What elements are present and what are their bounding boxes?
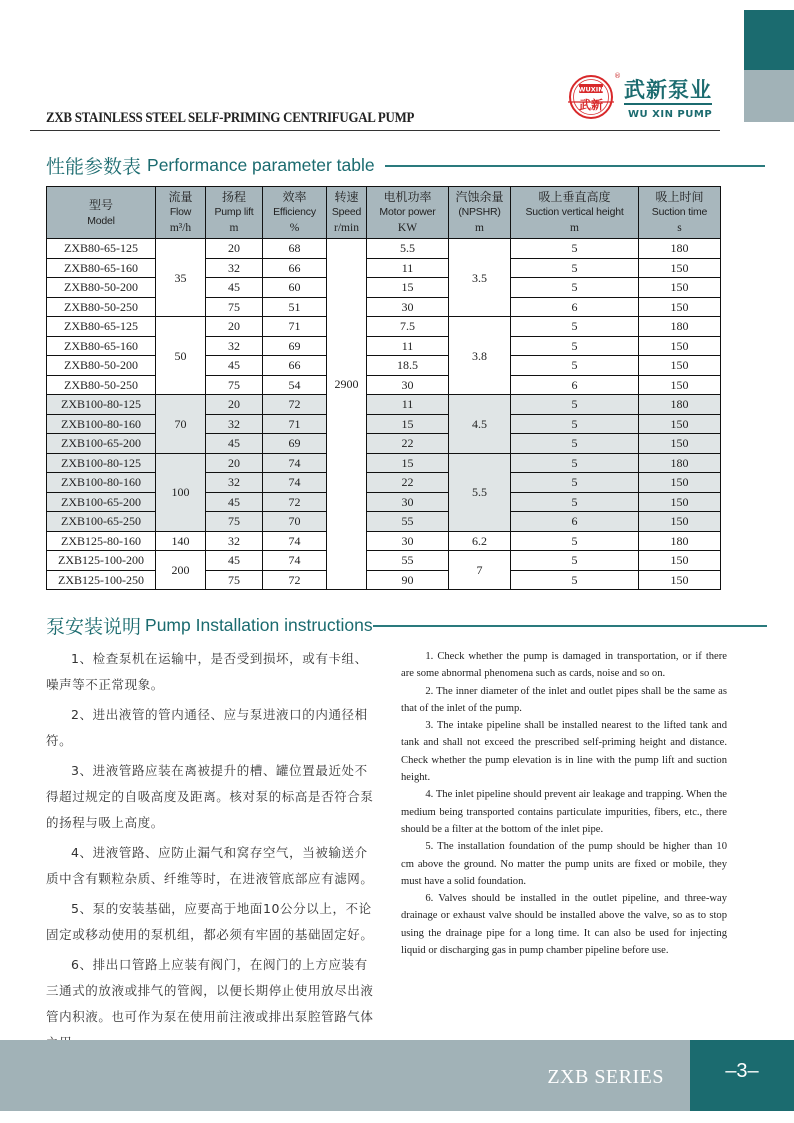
cell-suction-height: 5 [511, 492, 639, 512]
cell-motor-power: 15 [367, 414, 449, 434]
cell-npshr: 3.8 [449, 317, 511, 395]
cell-motor-power: 15 [367, 453, 449, 473]
table-row [47, 512, 721, 532]
cell-efficiency: 66 [263, 356, 327, 376]
performance-heading-cn: 性能参数表 [46, 156, 142, 178]
cell-suction-time: 150 [639, 473, 721, 493]
cell-model: ZXB80-65-125 [47, 317, 156, 337]
instruction-cn-3: 3、进液管路应装在离被提升的槽、罐位置最近处不得超过规定的自吸高度及距离。核对泵的标高是否符合泵的扬程与吸上高度。 [46, 763, 374, 830]
table-row [47, 531, 721, 551]
column-header [47, 187, 156, 239]
cell-flow: 200 [156, 551, 206, 590]
cell-lift: 32 [206, 336, 263, 356]
cell-lift: 45 [206, 278, 263, 298]
cell-lift: 75 [206, 512, 263, 532]
cell-model: ZXB100-80-125 [47, 395, 156, 415]
cell-speed: 2900 [327, 239, 367, 590]
installation-heading-cn: 泵安装说明 [46, 616, 142, 638]
column-header-cn: 吸上时间 [655, 190, 704, 204]
column-header-cn: 效率 [282, 190, 307, 204]
cell-model: ZXB80-65-125 [47, 239, 156, 259]
cell-flow: 50 [156, 317, 206, 395]
cell-lift: 20 [206, 453, 263, 473]
instruction-en-5: 5. The installation foundation of the pump should be higher than 10 cm above the ground. No matter the pump units are fixed or mobile, they must have a solid foundation. [401, 841, 727, 887]
table-row [47, 434, 721, 454]
document-title: ZXB STAINLESS STEEL SELF-PRIMING CENTRIFUGAL PUMP [46, 110, 415, 126]
cell-flow: 100 [156, 453, 206, 531]
cell-lift: 75 [206, 297, 263, 317]
cell-npshr: 4.5 [449, 395, 511, 454]
cell-model: ZXB80-50-200 [47, 278, 156, 298]
cell-model: ZXB100-80-125 [47, 453, 156, 473]
column-header-en: Motor power [379, 206, 436, 218]
cell-flow: 35 [156, 239, 206, 317]
column-header-en: Suction time [651, 206, 708, 218]
wuxin-seal-icon [568, 74, 614, 120]
cell-suction-height: 5 [511, 570, 639, 590]
performance-heading [46, 152, 765, 179]
column-header-en: Model [87, 215, 115, 227]
cell-suction-height: 6 [511, 375, 639, 395]
instruction-en-4: 4. The inlet pipeline should prevent air leakage and trapping. When the medium being transported contains particulate impurities, fibers, etc., there should be a filter at the bottom of the inlet pipe. [401, 789, 727, 835]
column-header-en: Flow [169, 206, 192, 218]
cell-efficiency: 71 [263, 414, 327, 434]
cell-model: ZXB80-65-160 [47, 336, 156, 356]
column-header-unit: m³/h [169, 222, 192, 234]
installation-heading [46, 612, 767, 639]
cell-motor-power: 30 [367, 375, 449, 395]
column-header-unit: KW [397, 222, 418, 234]
logo-underline [624, 103, 712, 105]
cell-lift: 75 [206, 570, 263, 590]
cell-motor-power: 22 [367, 434, 449, 454]
corner-tab-light [744, 70, 794, 122]
column-header-unit: m [475, 222, 484, 234]
cell-motor-power: 11 [367, 258, 449, 278]
installation-cn-column [46, 646, 374, 1060]
column-header-unit: m [570, 222, 579, 234]
cell-suction-height: 5 [511, 317, 639, 337]
column-header [449, 187, 511, 239]
cell-motor-power: 11 [367, 395, 449, 415]
table-header-row [47, 187, 721, 239]
cell-efficiency: 74 [263, 473, 327, 493]
cell-suction-height: 5 [511, 395, 639, 415]
table-row [47, 258, 721, 278]
cell-npshr: 3.5 [449, 239, 511, 317]
cell-suction-time: 180 [639, 453, 721, 473]
instruction-en-6: 6. Valves should be installed in the outlet pipeline, and three-way drainage or exhaust valve should be installed above the valve, so as to stop using the drainage pipe for a long time. It can also be used for injecting liquid or discharging gas in pump chamber pipeline before use. [401, 893, 727, 957]
brand-name-cn: 武新泵业 [624, 78, 712, 102]
cell-suction-time: 150 [639, 414, 721, 434]
instruction-cn-2: 2、进出液管的管内通径、应与泵进液口的内通径相符。 [46, 707, 368, 748]
cell-flow: 70 [156, 395, 206, 454]
table-row [47, 395, 721, 415]
cell-model: ZXB100-65-200 [47, 492, 156, 512]
cell-suction-time: 150 [639, 570, 721, 590]
brand-name-en: WU XIN PUMP [628, 109, 713, 120]
cell-suction-height: 5 [511, 473, 639, 493]
cell-motor-power: 55 [367, 512, 449, 532]
cell-efficiency: 72 [263, 395, 327, 415]
cell-model: ZXB100-80-160 [47, 414, 156, 434]
cell-suction-height: 6 [511, 297, 639, 317]
table-row [47, 570, 721, 590]
cell-suction-height: 5 [511, 531, 639, 551]
cell-lift: 32 [206, 414, 263, 434]
cell-model: ZXB100-65-250 [47, 512, 156, 532]
instruction-en-2: 2. The inner diameter of the inlet and outlet pipes shall be the same as that of the inlet of the pump. [401, 685, 727, 714]
heading-rule [373, 625, 767, 627]
instruction-cn-5: 5、泵的安装基础，应要高于地面10公分以上，不论固定或移动使用的泵机组，都必须有牢固的基础固定好。 [46, 901, 374, 942]
cell-motor-power: 18.5 [367, 356, 449, 376]
instruction-cn-1: 1、检查泵机在运输中，是否受到损坏，或有卡组、噪声等不正常现象。 [46, 651, 368, 692]
column-header-unit: % [289, 222, 300, 234]
cell-suction-height: 5 [511, 551, 639, 571]
cell-motor-power: 90 [367, 570, 449, 590]
cell-lift: 32 [206, 258, 263, 278]
table-row [47, 356, 721, 376]
performance-heading-en: Performance parameter table [147, 155, 375, 175]
table-row [47, 492, 721, 512]
installation-heading-en: Pump Installation instructions [145, 615, 373, 635]
column-header-cn: 流量 [168, 190, 193, 204]
cell-efficiency: 74 [263, 531, 327, 551]
column-header [206, 187, 263, 239]
cell-suction-height: 5 [511, 258, 639, 278]
cell-motor-power: 30 [367, 531, 449, 551]
table-row [47, 414, 721, 434]
cell-model: ZXB80-50-200 [47, 356, 156, 376]
cell-suction-time: 150 [639, 278, 721, 298]
registered-mark: ® [614, 72, 621, 80]
cell-efficiency: 70 [263, 512, 327, 532]
cell-motor-power: 22 [367, 473, 449, 493]
cell-suction-time: 150 [639, 492, 721, 512]
svg-text:WUXIN: WUXIN [578, 85, 604, 94]
table-row [47, 551, 721, 571]
performance-table [46, 186, 721, 590]
cell-motor-power: 11 [367, 336, 449, 356]
cell-efficiency: 68 [263, 239, 327, 259]
column-header-cn: 电机功率 [383, 190, 432, 204]
column-header-cn: 型号 [88, 198, 113, 212]
company-logo [562, 72, 732, 128]
cell-lift: 45 [206, 356, 263, 376]
column-header-cn: 汽蚀余量 [455, 190, 504, 204]
column-header [263, 187, 327, 239]
cell-suction-height: 5 [511, 414, 639, 434]
cell-model: ZXB80-50-250 [47, 297, 156, 317]
cell-flow: 140 [156, 531, 206, 551]
cell-motor-power: 55 [367, 551, 449, 571]
cell-suction-time: 180 [639, 531, 721, 551]
cell-motor-power: 15 [367, 278, 449, 298]
svg-text:武新: 武新 [578, 98, 604, 112]
cell-suction-height: 5 [511, 453, 639, 473]
column-header-en: (NPSHR) [458, 206, 501, 218]
column-header-en: Speed [331, 206, 362, 218]
column-header [511, 187, 639, 239]
page-number: –3– [725, 1060, 759, 1082]
cell-model: ZXB125-100-200 [47, 551, 156, 571]
cell-efficiency: 60 [263, 278, 327, 298]
table-row [47, 453, 721, 473]
cell-motor-power: 30 [367, 297, 449, 317]
cell-suction-time: 180 [639, 239, 721, 259]
cell-suction-height: 5 [511, 278, 639, 298]
instruction-cn-6: 6、排出口管路上应装有阀门，在阀门的上方应装有三通式的放液或排气的管阀，以便长期停止使用放尽出液管内积液。也可作为泵在使用前注液或排出泵腔管路气体 [46, 957, 374, 1024]
column-header [327, 187, 367, 239]
cell-model: ZXB100-80-160 [47, 473, 156, 493]
cell-suction-time: 150 [639, 434, 721, 454]
column-header-en: Pump lift [214, 206, 254, 218]
cell-suction-time: 180 [639, 395, 721, 415]
column-header-unit: s [677, 222, 682, 234]
table-row [47, 278, 721, 298]
cell-suction-time: 150 [639, 356, 721, 376]
cell-suction-time: 150 [639, 258, 721, 278]
cell-efficiency: 69 [263, 434, 327, 454]
cell-suction-time: 150 [639, 551, 721, 571]
cell-suction-time: 180 [639, 317, 721, 337]
cell-npshr: 7 [449, 551, 511, 590]
cell-efficiency: 74 [263, 453, 327, 473]
cell-motor-power: 5.5 [367, 239, 449, 259]
cell-lift: 32 [206, 531, 263, 551]
cell-suction-time: 150 [639, 336, 721, 356]
column-header-en: Suction vertical height [525, 206, 624, 218]
cell-suction-height: 5 [511, 336, 639, 356]
cell-model: ZXB80-50-250 [47, 375, 156, 395]
header-divider [30, 130, 720, 131]
cell-suction-height: 5 [511, 434, 639, 454]
cell-lift: 32 [206, 473, 263, 493]
instruction-en-3: 3. The intake pipeline shall be installed nearest to the lifted tank and tank and shall not exceed the prescribed self-priming height and distance. Check whether the pump elevation is in line with the pump lift and suction height. [401, 720, 727, 784]
column-header-en: Efficiency [273, 206, 316, 218]
cell-npshr: 6.2 [449, 531, 511, 551]
table-row [47, 317, 721, 337]
cell-suction-time: 150 [639, 512, 721, 532]
cell-suction-height: 6 [511, 512, 639, 532]
column-header-unit: r/min [334, 222, 359, 234]
cell-efficiency: 74 [263, 551, 327, 571]
cell-efficiency: 54 [263, 375, 327, 395]
footer-series-label: ZXB SERIES [547, 1066, 664, 1088]
column-header-unit: m [229, 222, 239, 234]
cell-npshr: 5.5 [449, 453, 511, 531]
cell-efficiency: 66 [263, 258, 327, 278]
cell-efficiency: 69 [263, 336, 327, 356]
cell-model: ZXB100-65-200 [47, 434, 156, 454]
cell-suction-height: 5 [511, 356, 639, 376]
table-row [47, 336, 721, 356]
column-header [156, 187, 206, 239]
instruction-cn-4: 4、进液管路、应防止漏气和窝存空气，当被输送介质中含有颗粒杂质、纤维等时，在进液管底部应有滤网。 [46, 845, 374, 886]
cell-lift: 45 [206, 551, 263, 571]
cell-efficiency: 51 [263, 297, 327, 317]
cell-efficiency: 72 [263, 570, 327, 590]
cell-model: ZXB125-80-160 [47, 531, 156, 551]
cell-lift: 20 [206, 317, 263, 337]
column-header [639, 187, 721, 239]
table-row [47, 375, 721, 395]
cell-suction-time: 150 [639, 297, 721, 317]
cell-lift: 20 [206, 395, 263, 415]
cell-efficiency: 71 [263, 317, 327, 337]
instruction-en-1: 1. Check whether the pump is damaged in transportation, or if there are some abnormal phenomena such as cards, noise and so on. [401, 651, 727, 680]
cell-efficiency: 72 [263, 492, 327, 512]
cell-lift: 75 [206, 375, 263, 395]
cell-suction-time: 150 [639, 375, 721, 395]
column-header-cn: 转速 [334, 190, 359, 204]
table-row [47, 473, 721, 493]
column-header-cn: 扬程 [221, 190, 246, 204]
cell-motor-power: 7.5 [367, 317, 449, 337]
column-header [367, 187, 449, 239]
cell-model: ZXB125-100-250 [47, 570, 156, 590]
table-row [47, 239, 721, 259]
cell-lift: 45 [206, 434, 263, 454]
installation-en-column [401, 648, 727, 959]
cell-model: ZXB80-65-160 [47, 258, 156, 278]
cell-lift: 20 [206, 239, 263, 259]
heading-rule [385, 165, 765, 167]
cell-lift: 45 [206, 492, 263, 512]
corner-tab-dark [744, 10, 794, 70]
cell-suction-height: 5 [511, 239, 639, 259]
table-row [47, 297, 721, 317]
cell-motor-power: 30 [367, 492, 449, 512]
column-header-cn: 吸上垂直高度 [538, 190, 611, 204]
